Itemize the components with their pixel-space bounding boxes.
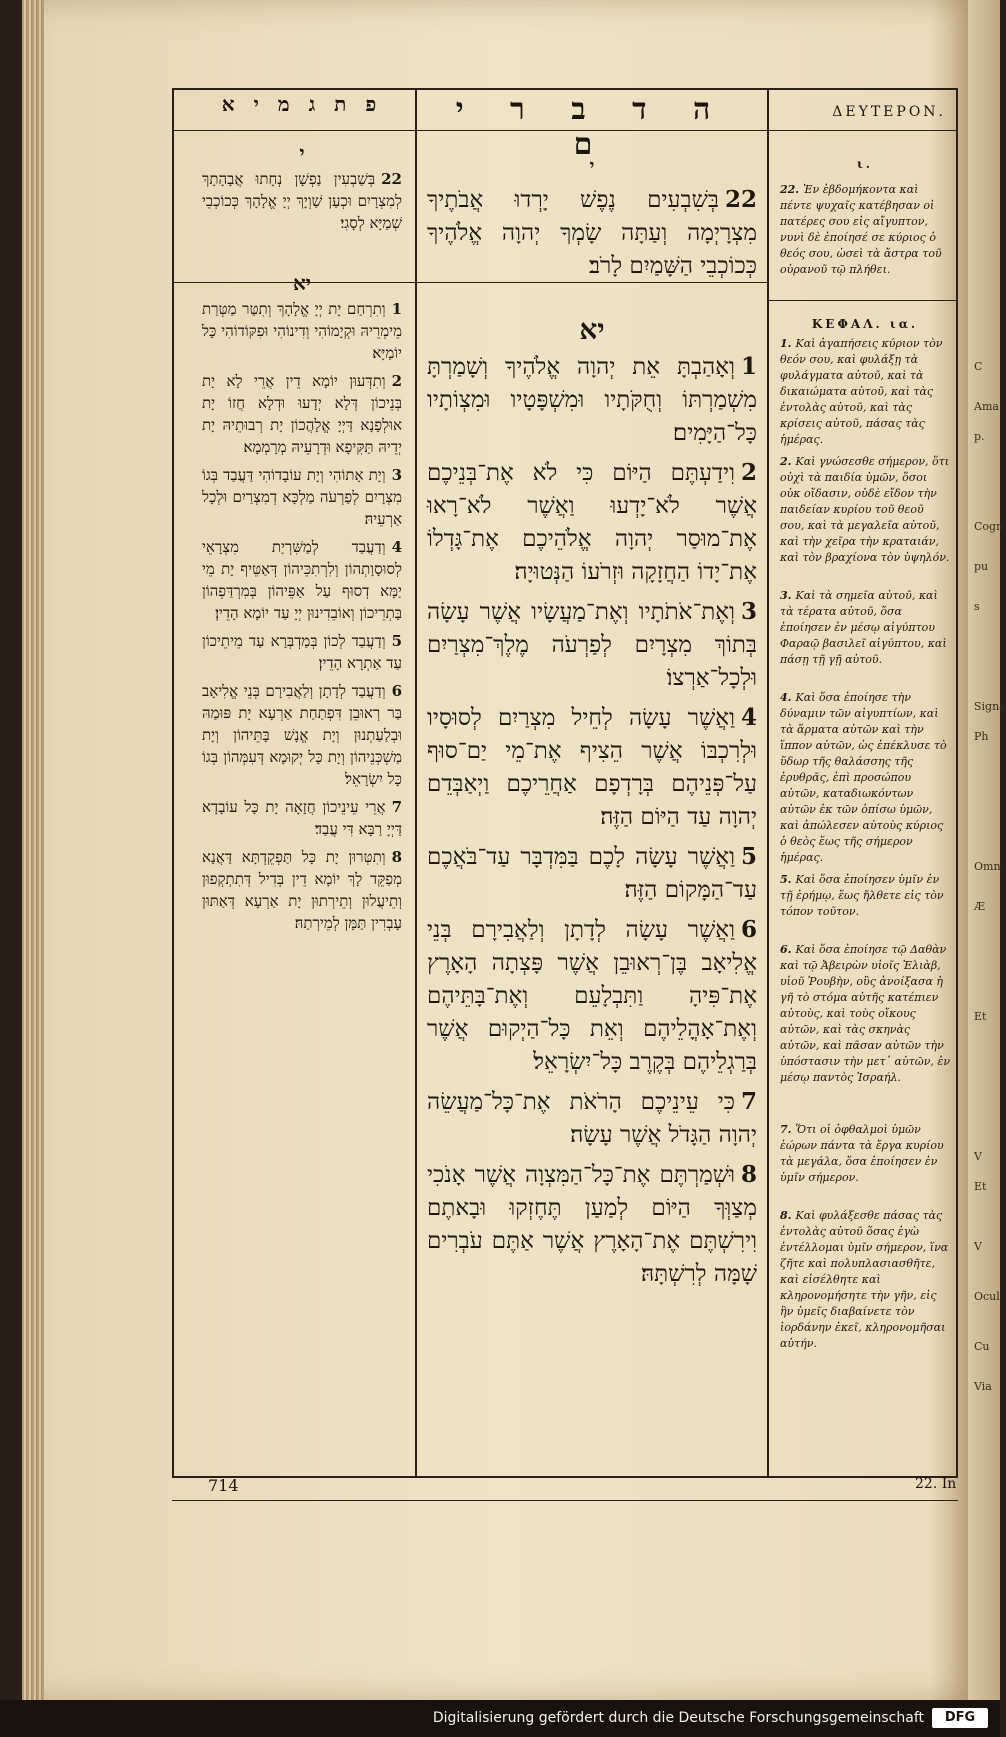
verse: [780, 182, 950, 278]
verse-number: 22.: [780, 183, 800, 196]
aramaic-running-head: פ ת ג מ י א: [221, 92, 383, 116]
verse-text: Καὶ ἀγαπήσεις κύριον τὸν θεόν σου, καὶ φυλάξῃ τὰ φυλάγματα αὐτοῦ, καὶ τὰ δικαιώματα αὐτοῦ, καὶ τὰς ἐντολὰς αὐτοῦ, καὶ τὰς κρίσεις αὐτοῦ, πάσας τὰς ἡμέρας.: [780, 337, 943, 446]
margin-fragment: p.: [974, 430, 985, 443]
verse-number: 3: [391, 466, 402, 484]
verse-number: 2: [740, 459, 757, 486]
footer-rule: [172, 1500, 958, 1501]
verse: [427, 183, 757, 283]
verse-number: 7.: [780, 1123, 792, 1136]
verse-number: 8: [740, 1161, 757, 1188]
verse: [202, 370, 402, 458]
hebrew-running-head: ה ד ב ר י ם: [455, 92, 729, 162]
verse-number: 8: [391, 848, 402, 866]
verse: [202, 846, 402, 934]
verse-number: 5.: [780, 873, 792, 886]
margin-fragment: Cogn: [974, 520, 1004, 533]
margin-fragment: C: [974, 360, 983, 373]
chapter-marker-11: ΚΕΦΑΛ. ια.: [811, 317, 919, 331]
verse-text: וַאֲשֶׁר עָשָׂה לְדָתָן וְלַאֲבִירָם בְּנֵי אֱלִיאָב בֶּן־רְאוּבֵן אֲשֶׁר פָּצְתָה הָאָרֶץ אֶת־פִּיהָ וַתִּבְלָעֵם וְאֶת־בָּתֵּיהֶם וְאֶת־אָהֳלֵיהֶם וְאֵת כָּל־הַיְקוּם אֲשֶׁר בְּרַגְלֵיהֶם בְּקֶרֶב כָּל־יִשְׂרָאֵל׃: [427, 917, 757, 1075]
margin-fragment: Ph: [974, 730, 989, 743]
margin-fragment: V: [974, 1150, 982, 1163]
verse: [202, 298, 402, 364]
verse-number: 6: [740, 916, 757, 943]
verse-text: וְאָהַבְתָּ אֵת יְהוָה אֱלֹהֶיךָ וְשָׁמַרְתָּ מִשְׁמַרְתּוֹ וְחֻקֹּתָיו וּמִשְׁפָּטָיו וּמִצְוֹתָיו כָּל־הַיָּמִים׃: [427, 354, 757, 446]
bottom-border-rule: [172, 1476, 958, 1478]
verse-text: Καὶ ὅσα ἐποίησε τὴν δύναμιν τῶν αἰγυπτίων, καὶ τὰ ἅρματα αὐτῶν καὶ τὴν ἵππον αὐτῶν, ὡς ἐπέκλυσε τὸ ὕδωρ τῆς θαλάσσης τῆς ἐρυθρᾶς, ἐπὶ προσώπου αὐτῶν, καταδιωκόντων αὐτῶν ἐκ τῶν ὀπίσω ὑμῶν, καὶ ἀπώλεσεν αὐτοὺς κύριος ὁ θεὸς ἕως τῆς σήμερον ἡμέρας.: [780, 691, 947, 864]
margin-fragment: pu: [974, 560, 989, 573]
verse-number: 3.: [780, 589, 792, 602]
verse-number: 5: [391, 632, 402, 650]
verse-text: Ἐν ἑβδομήκοντα καὶ πέντε ψυχαῖς κατέβησαν οἱ πατέρες σου εἰς αἴγυπτον, νυνὶ δὲ ἐποίησέ σε κύριος ὁ θεός σου, ὡσεὶ τὰ ἄστρα τοῦ οὐρανοῦ τῷ πλήθει.: [780, 183, 942, 276]
funding-credit: Digitalisierung gefördert durch die Deutsche Forschungsgemeinschaft: [432, 1710, 924, 1726]
verse: [780, 1122, 950, 1186]
verse-text: וְתִטְּרוּן יָת כָּל תַּפְקֵדְתָּא דַּאֲנָא מְפַקֵּד לָךְ יוֹמָא דֵין בְּדִיל דְּתִתְקְפוּן וְתֵיעֲלוּן וְתֵירְתוּן יָת אַרְעָא דְּאַתּוּן עָבְרִין תַּמָּן לְמֵירְתַהּ׃: [202, 848, 402, 932]
verse-text: Καὶ ὅσα ἐποίησεν ὑμῖν ἐν τῇ ἐρήμῳ, ἕως ἤλθετε εἰς τὸν τόπον τοῦτον.: [780, 873, 944, 918]
chapter-marker-10: י: [299, 141, 305, 165]
column-divider-left: [172, 88, 174, 1476]
margin-fragment: Signa: [974, 700, 1006, 713]
verse: [427, 456, 757, 589]
verse: [780, 942, 950, 1086]
margin-fragment: Ama: [974, 400, 999, 413]
verse: [427, 595, 757, 695]
chapter-marker-11: יא: [579, 313, 605, 346]
margin-fragment: s: [974, 600, 980, 613]
margin-fragment: Via: [974, 1380, 992, 1393]
verse-text: Καὶ ὅσα ἐποίησε τῷ Δαθὰν καὶ τῷ Ἀβειρὼν υἱοῖς Ἐλιὰβ, υἱοῦ Ῥουβὴν, οὓς ἀνοίξασα ἡ γῆ τὸ στόμα αὐτῆς κατέπιεν αὐτοὺς, καὶ τοὺς οἴκους αὐτῶν, καὶ τὰς σκηνὰς αὐτῶν, καὶ πᾶσαν αὐτῶν τὴν ὑπόστασιν τὴν μετ᾽ αὐτῶν, ἐν μέσῳ παντὸς Ἰσραήλ.: [780, 943, 951, 1084]
margin-fragment: Æ: [974, 900, 986, 913]
verse: [427, 913, 757, 1079]
verse-number: 22: [724, 186, 757, 213]
verse-number: 4: [740, 704, 757, 731]
page-number: 714: [208, 1476, 239, 1495]
column-divider-hebr-greek: [767, 88, 769, 1476]
verse-text: Καὶ γνώσεσθε σήμερον, ὅτι οὐχὶ τὰ παιδία ὑμῶν, ὅσοι οὐκ οἴδασιν, οὐδὲ εἴδον τὴν παιδείαν κυρίου τοῦ θεοῦ σου, καὶ τὰ μεγαλεῖα αὐτοῦ, καὶ τὴν χεῖρα τὴν κραταιάν, καὶ τὸν βραχίονα τὸν ὑψηλόν.: [780, 455, 950, 564]
margin-fragment: Et: [974, 1010, 987, 1023]
aramaic-column: [202, 138, 402, 940]
verse: [780, 588, 950, 668]
verse-text: וְתִרְחַם יָת יְיָ אֱלָהָךְ וְתִטַּר מַטְּרַת מֵימְרֵיהּ וּקְיָמוֹהִי וְדִינוֹהִי וּפִקּוֹדוֹהִי כָּל יוֹמַיָּא׃: [202, 300, 402, 362]
verse-text: וּשְׁמַרְתֶּם אֶת־כָּל־הַמִּצְוָה אֲשֶׁר אָנֹכִי מְצַוְּךָ הַיּוֹם לְמַעַן תֶּחֶזְקוּ וּבָאתֶם וִירִשְׁתֶּם אֶת־הָאָרֶץ אֲשֶׁר אַתֶּם עֹבְרִים שָׁמָּה לְרִשְׁתָּהּ׃: [427, 1162, 757, 1287]
verse-text: וְדַעֲבַד לְדָתָן וְלַאֲבִירָם בְּנֵי אֱלִיאָב בַּר רְאוּבֵן דִּפְתַחַת אַרְעָא יָת פּוּמַהּ וּבְלַעַתְנוּן וְיָת אֱנָשׁ בָּתֵּיהוֹן וְיָת מַשְׁכְּנֵיהוֹן וְיָת כָּל יְקוּמָא דְּעִמְּהוֹן בְּגוֹ כָּל יִשְׂרָאֵל׃: [202, 682, 402, 788]
verse-text: בְּשַׁבְעִין נַפְשָׁן נְחָתוּ אֲבָהָתָךְ לְמִצְרָיִם וּכְעַן שַׁוְיָךְ יְיָ אֱלָהָךְ כְּכוֹכְבֵי שְׁמַיָּא לְסָגִי׃: [202, 170, 402, 232]
verse: [202, 680, 402, 790]
verse: [427, 701, 757, 834]
verse: [202, 464, 402, 530]
catchword: 22. In: [915, 1476, 957, 1492]
verse-text: Ὅτι οἱ ὀφθαλμοὶ ὑμῶν ἑώρων πάντα τὰ ἔργα κυρίου τὰ μεγάλα, ὅσα ἐποίησεν ἐν ὑμῖν σήμερον.: [780, 1123, 944, 1184]
verse-number: 7: [391, 798, 402, 816]
verse: [427, 1158, 757, 1291]
greek-running-head: ΔΕΥΤΕΡΟΝ.: [832, 104, 946, 120]
verse-number: 8.: [780, 1209, 792, 1222]
verse-number: 1: [391, 300, 402, 318]
verse-text: וַאֲשֶׁר עָשָׂה לָכֶם בַּמִּדְבָּר עַד־בֹּאֲכֶם עַד־הַמָּקוֹם הַזֶּה׃: [427, 844, 757, 903]
column-divider-aram-hebr: [415, 88, 417, 1476]
verse-text: אֲרֵי עֵינֵיכוֹן חֲזָאָה יָת כָּל עוֹבָדָא דַּיְיָ רַבָּא דִּי עֲבַד׃: [202, 798, 402, 838]
verse: [780, 1208, 950, 1352]
verse-text: וְדַעֲבַד לְמַשִּׁרְיַת מִצְרָאֵי לְסוּסָוָתְהוֹן וְלִרְתִכֵּיהוֹן דְּאַטֵּיף יָת מֵי יַמָּא דְסוּף עַל אַפֵּיהוֹן בְּמִרְדַּפְהוֹן בָּתְרֵיכוֹן וְאוֹבֵדִינוּן יְיָ עַד יוֹמָא הָדֵין׃: [202, 538, 402, 622]
margin-fragment: V: [974, 1240, 982, 1253]
verse-number: 1.: [780, 337, 792, 350]
verse: [427, 1085, 757, 1152]
verse: [780, 336, 950, 448]
verse-number: 4: [391, 538, 402, 556]
verse-number: 6.: [780, 943, 792, 956]
verse: [780, 872, 950, 920]
verse: [202, 630, 402, 674]
chapter-marker-11: יא: [292, 271, 312, 295]
digitization-footer: [0, 1700, 1000, 1737]
verse-text: וְדַעֲבַד לְכוֹן בְּמַדְבְּרָא עַד מֵיתֵיכוֹן עַד אַתְרָא הָדֵין׃: [202, 632, 402, 672]
margin-fragment: Omn: [974, 860, 1001, 873]
book-page: [22, 0, 968, 1700]
column-divider-right: [956, 88, 958, 1476]
verse-number: 5: [740, 843, 757, 870]
margin-fragment: Ocul: [974, 1290, 1000, 1303]
verse-number: 2.: [780, 455, 792, 468]
verse-number: 6: [391, 682, 402, 700]
verse-text: וְיָת אָתוֹהִי וְיָת עוֹבָדוֹהִי דַּעֲבַד בְּגוֹ מִצְרָיִם לְפַרְעֹה מַלְכָּא דְמִצְרַיִם וּלְכָל אַרְעֵיהּ׃: [202, 466, 402, 528]
top-border-rule: [172, 88, 958, 90]
page-gutter: [22, 0, 44, 1700]
verse-number: 22: [381, 170, 402, 188]
verse-text: בְּשִׁבְעִים נֶפֶשׁ יָרְדוּ אֲבֹתֶיךָ מִצְרָיְמָה וְעַתָּה שָׂמְךָ יְהוָה אֱלֹהֶיךָ כְּכוֹכְבֵי הַשָּׁמַיִם לָרֹב׃: [427, 187, 757, 279]
verse-text: Καὶ τὰ σημεῖα αὐτοῦ, καὶ τὰ τέρατα αὐτοῦ, ὅσα ἐποίησεν ἐν μέσῳ αἰγύπτου Φαραῷ βασιλεῖ αἰγύπτου, καὶ πάσῃ τῇ γῇ αὐτοῦ.: [780, 589, 947, 666]
adjacent-page-edge: [968, 0, 1006, 1700]
verse-number: 4.: [780, 691, 792, 704]
verse: [427, 840, 757, 907]
verse: [780, 454, 950, 566]
verse: [427, 350, 757, 450]
dfg-logo-icon: DFG: [932, 1708, 988, 1728]
margin-fragment: Et: [974, 1180, 987, 1193]
verse-number: 3: [740, 598, 757, 625]
verse-text: וִידַעְתֶּם הַיּוֹם כִּי לֹא אֶת־בְּנֵיכֶם אֲשֶׁר לֹא־יָדְעוּ וַאֲשֶׁר לֹא־רָאוּ אֶת־מוּסַר יְהוָה אֱלֹהֵיכֶם אֶת־גָּדְלוֹ אֶת־יָדוֹ הַחֲזָקָה וּזְרֹעוֹ הַנְּטוּיָה׃: [427, 460, 757, 585]
verse: [202, 536, 402, 624]
hebrew-column: [427, 150, 757, 1297]
verse-number: 2: [391, 372, 402, 390]
margin-fragment: Cu: [974, 1340, 990, 1353]
verse-text: כִּי עֵינֵיכֶם הָרֹאֹת אֶת־כָּל־מַעֲשֵׂה יְהוָה הַגָּדֹל אֲשֶׁר עָשָׂה׃: [427, 1089, 757, 1148]
greek-column: [780, 157, 951, 1358]
verse-number: 1: [740, 353, 757, 380]
chapter-marker-10: י: [589, 156, 595, 177]
verse-text: וְאֶת־אֹתֹתָיו וְאֶת־מַעֲשָׂיו אֲשֶׁר עָשָׂה בְּתוֹךְ מִצְרָיִם לְפַרְעֹה מֶלֶךְ־מִצְרַיִם וּלְכָל־אַרְצוֹ׃: [427, 599, 757, 691]
verse: [202, 796, 402, 840]
verse-text: Καὶ φυλάξεσθε πάσας τὰς ἐντολὰς αὐτοῦ ὅσας ἐγὼ ἐντέλλομαι ὑμῖν σήμερον, ἵνα ζῆτε καὶ πολυπλασιασθῆτε, καὶ εἰσέλθητε καὶ κληρονομήσητε τὴν γῆν, εἰς ἣν ὑμεῖς διαβαίνετε τὸν ἰορδάνην ἐκεῖ, κληρονομῆσαι αὐτήν.: [780, 1209, 949, 1350]
verse-text: וַאֲשֶׁר עָשָׂה לְחֵיל מִצְרַיִם לְסוּסָיו וּלְרִכְבּוֹ אֲשֶׁר הֵצִיף אֶת־מֵי יַם־סוּף עַל־פְּנֵיהֶם בְּרָדְפָם אַחֲרֵיכֶם וַיְאַבְּדֵם יְהוָה עַד הַיּוֹם הַזֶּה׃: [427, 705, 757, 830]
verse-number: 7: [740, 1088, 757, 1115]
verse-text: וְתִדְּעוּן יוֹמָא דֵין אֲרֵי לָא יָת בְּנֵיכוֹן דְּלָא יְדָעוּ וּדְלָא חֲזוֹ יָת אוּלְפָנָא דַּיְיָ אֱלָהֲכוֹן יָת רְבוּתֵיהּ יָת יְדֵיהּ תַּקִּיפָא וּדְרָעֵיהּ מְרָמְמָא׃: [202, 372, 402, 456]
chapter-marker-10: ι.: [857, 157, 873, 171]
verse: [202, 168, 402, 234]
verse: [780, 690, 950, 866]
